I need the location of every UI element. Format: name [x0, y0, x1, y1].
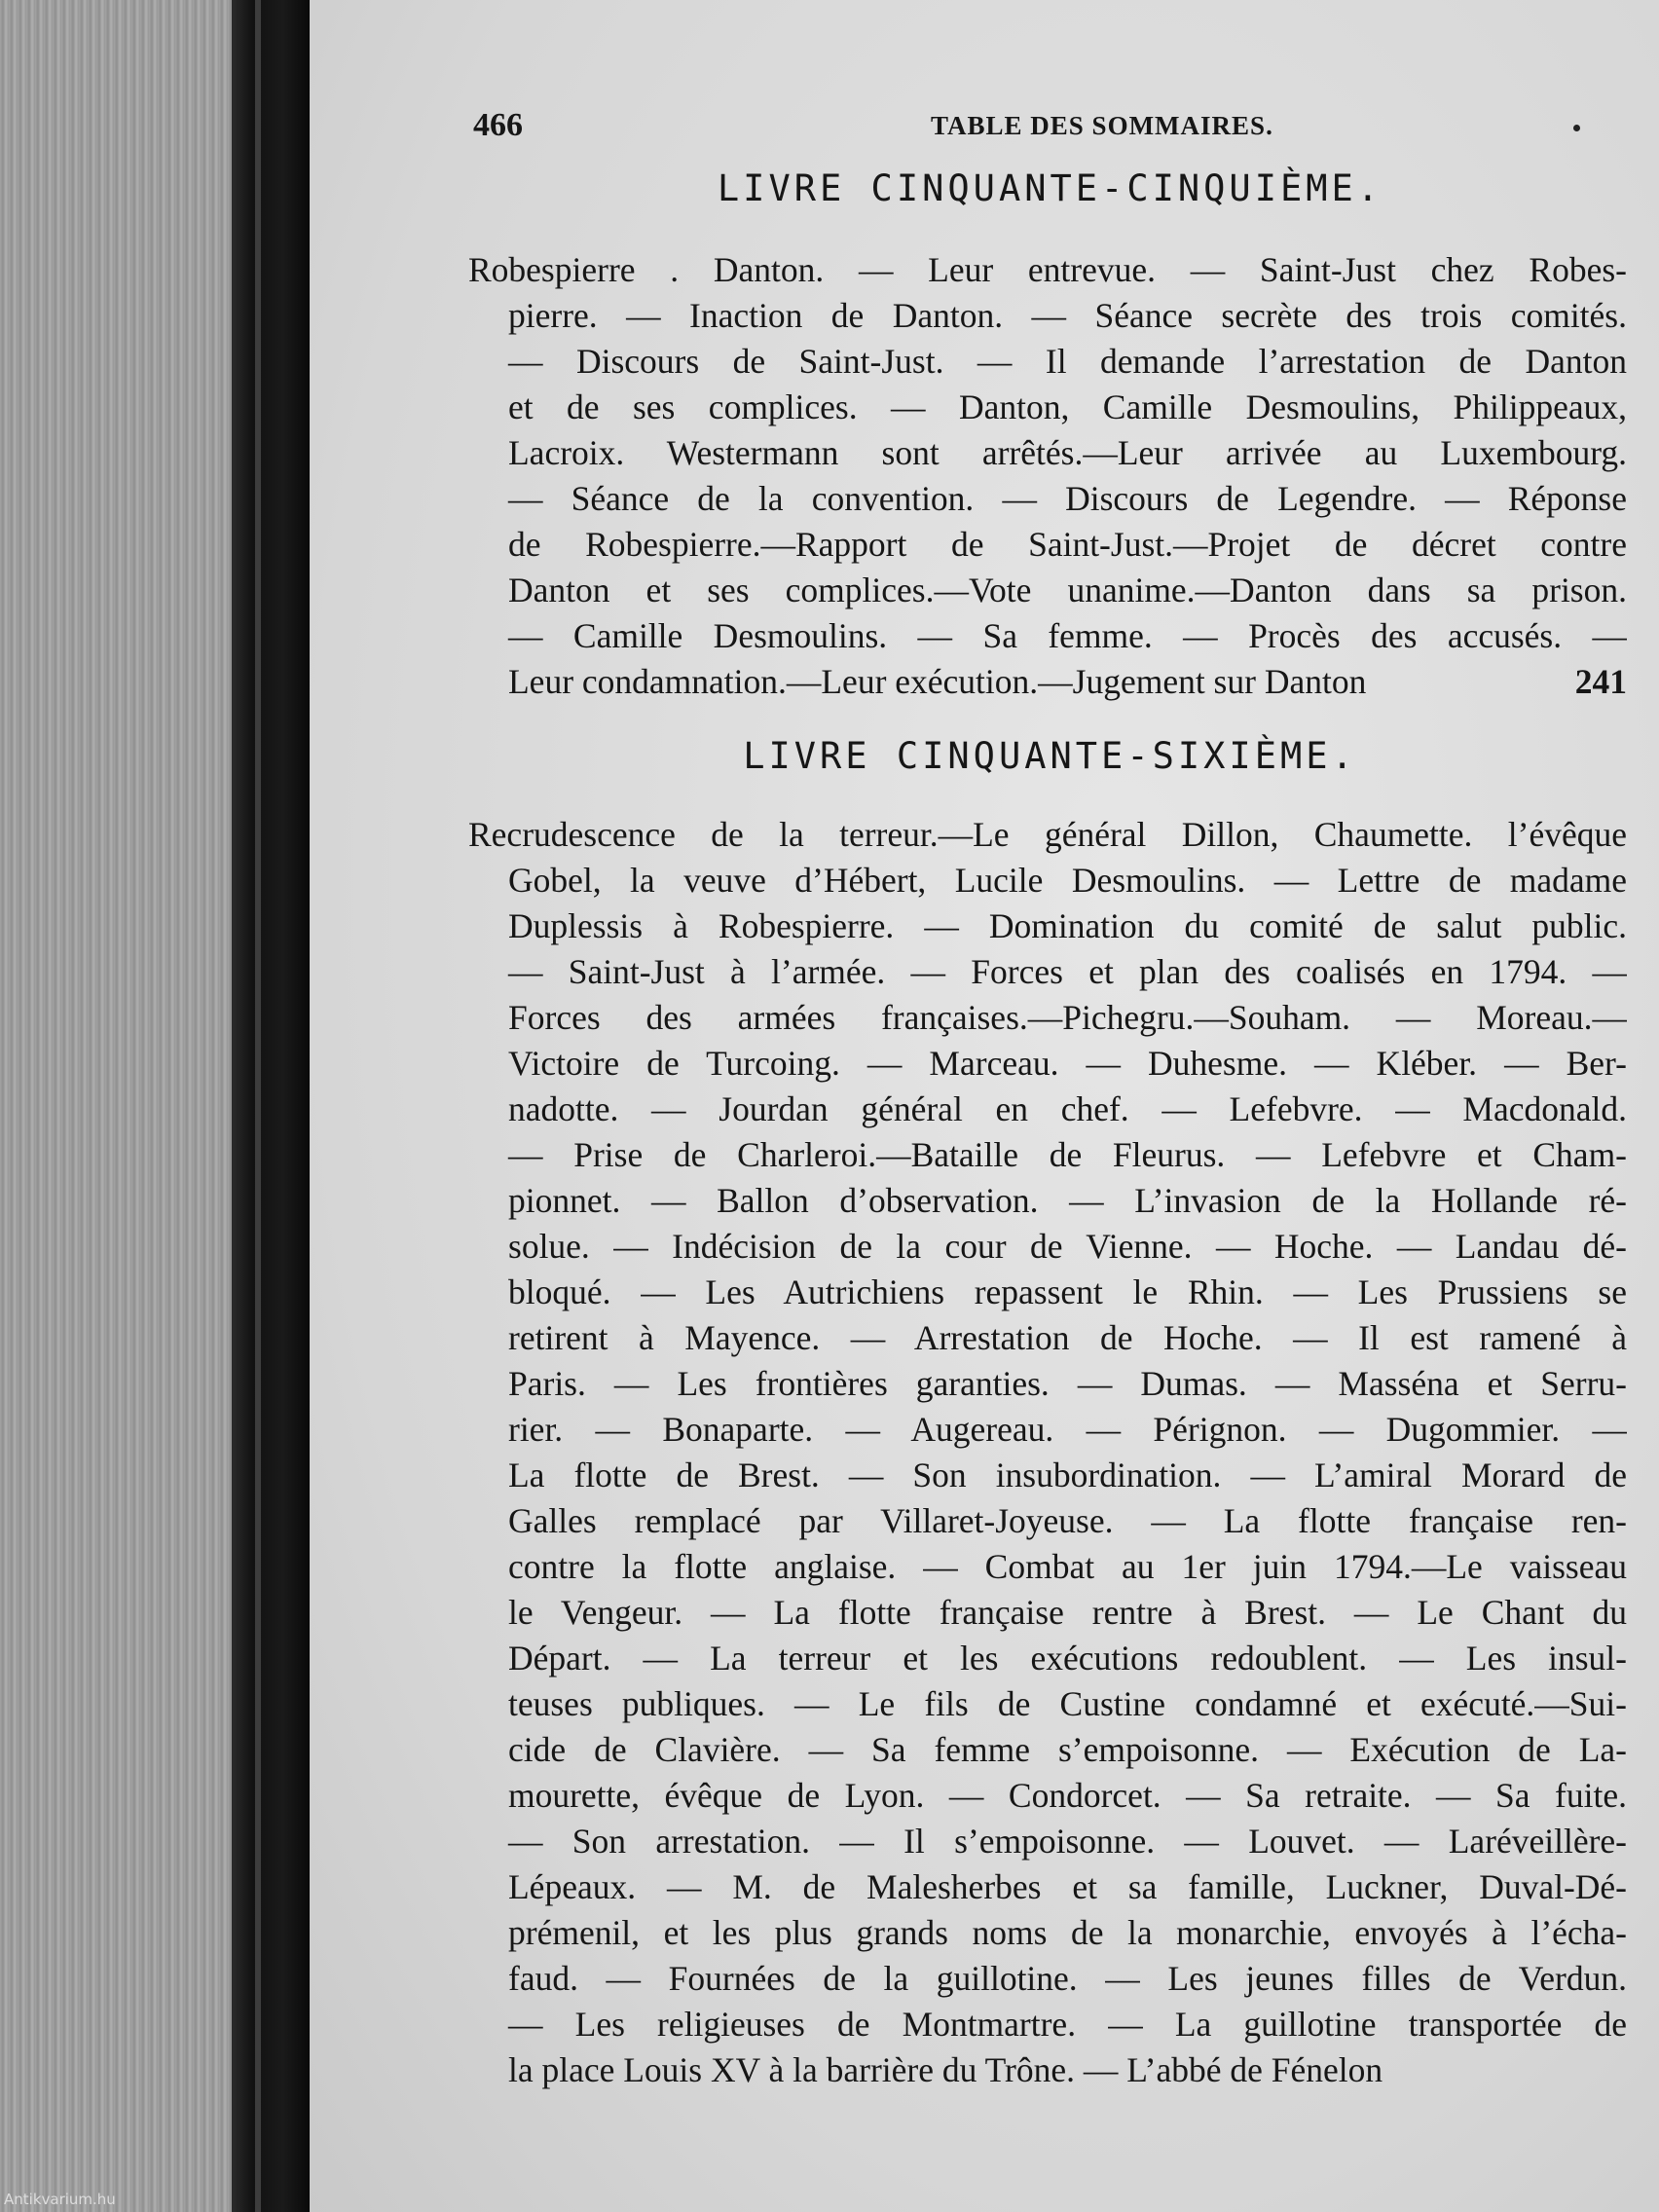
summary-line: contre la flotte anglaise. — Combat au 1er juin 1794.—Le vaisseau — [508, 1547, 1627, 1586]
summary-line: Paris. — Les frontières garanties. — Dumas. — Masséna et Serru- — [508, 1364, 1627, 1403]
summary-line: mourette, évêque de Lyon. — Condorcet. — Sa retraite. — Sa fuite. — [508, 1776, 1627, 1815]
section-summary — [468, 812, 1627, 2093]
summary-line: prémenil, et les plus grands noms de la monarchie, envoyés à l’écha- — [508, 1913, 1627, 1952]
summary-line: et de ses complices. — Danton, Camille Desmoulins, Philippeaux, — [508, 387, 1627, 426]
summary-line: — Séance de la convention. — Discours de Legendre. — Réponse — [508, 479, 1627, 518]
summary-line: La flotte de Brest. — Son insubordination. — L’amiral Morard de — [508, 1456, 1627, 1494]
summary-line: teuses publiques. — Le fils de Custine condamné et exécuté.—Sui- — [508, 1684, 1627, 1723]
summary-line: bloqué. — Les Autrichiens repassent le Rhin. — Les Prussiens se — [508, 1272, 1627, 1311]
summary-line: Robespierre . Danton. — Leur entrevue. — Saint-Just chez Robes- — [468, 250, 1627, 289]
section-title: LIVRE CINQUANTE-CINQUIÈME. — [717, 167, 1383, 209]
summary-line: Lépeaux. — M. de Malesherbes et sa famille, Luckner, Duval-Dé- — [508, 1867, 1627, 1906]
summary-line: nadotte. — Jourdan général en chef. — Lefebvre. — Macdonald. — [508, 1089, 1627, 1128]
summary-line: rier. — Bonaparte. — Augereau. — Pérignon. — Dugommier. — — [508, 1410, 1627, 1449]
running-title: TABLE DES SOMMAIRES. — [931, 111, 1273, 140]
summary-line: solue. — Indécision de la cour de Vienne. — Hoche. — Landau dé- — [508, 1227, 1627, 1266]
summary-line: Forces des armées françaises.—Pichegru.—Souham. — Moreau.— — [508, 998, 1627, 1037]
summary-last-line — [468, 659, 1627, 705]
summary-line: — Son arrestation. — Il s’empoisonne. — Louvet. — Laréveillère- — [508, 1822, 1627, 1861]
summary-line: de Robespierre.—Rapport de Saint-Just.—Projet de décret contre — [508, 525, 1627, 564]
running-header — [473, 107, 1627, 146]
summary-line: la place Louis XV à la barrière du Trône. — L’abbé de Fénelon — [508, 2050, 1383, 2089]
summary-line: — Camille Desmoulins. — Sa femme. — Procès des accusés. — — [508, 616, 1627, 655]
summary-line: Danton et ses complices.—Vote unanime.—Danton dans sa prison. — [508, 571, 1627, 609]
summary-line: — Saint-Just à l’armée. — Forces et plan des coalisés en 1794. — — [508, 952, 1627, 991]
summary-line: Leur condamnation.—Leur exécution.—Jugement sur Danton — [508, 662, 1367, 701]
summary-line: pionnet. — Ballon d’observation. — L’invasion de la Hollande ré- — [508, 1181, 1627, 1220]
summary-line: Victoire de Turcoing. — Marceau. — Duhesme. — Kléber. — Ber- — [508, 1044, 1627, 1083]
summary-line: — Discours de Saint-Just. — Il demande l’arrestation de Danton — [508, 342, 1627, 381]
summary-line: cide de Clavière. — Sa femme s’empoisonne. — Exécution de La- — [508, 1730, 1627, 1769]
summary-line: pierre. — Inaction de Danton. — Séance secrète des trois comités. — [508, 296, 1627, 335]
page-reference: 241 — [1574, 662, 1627, 701]
book-page — [310, 0, 1659, 2212]
section-title: LIVRE CINQUANTE-SIXIÈME. — [743, 735, 1357, 777]
summary-line: faud. — Fournées de la guillotine. — Les jeunes filles de Verdun. — [508, 1959, 1627, 1998]
summary-line: — Prise de Charleroi.—Bataille de Fleurus. — Lefebvre et Cham- — [508, 1135, 1627, 1174]
summary-line: — Les religieuses de Montmartre. — La guillotine transportée de — [508, 2005, 1627, 2044]
summary-line: Départ. — La terreur et les exécutions redoublent. — Les insul- — [508, 1639, 1627, 1677]
section-summary — [468, 247, 1627, 705]
summary-line: Duplessis à Robespierre. — Domination du comité de salut public. — [508, 906, 1627, 945]
summary-line: Gobel, la veuve d’Hébert, Lucile Desmoulins. — Lettre de madame — [508, 861, 1627, 900]
book-spine — [232, 0, 317, 2212]
summary-line: Galles remplacé par Villaret-Joyeuse. — La flotte française ren- — [508, 1501, 1627, 1540]
ink-dot — [1573, 125, 1580, 131]
page-number: 466 — [473, 107, 523, 143]
spine-edge — [255, 0, 261, 2212]
summary-line: Lacroix. Westermann sont arrêtés.—Leur arrivée au Luxembourg. — [508, 433, 1627, 472]
watermark: Antikvarium.hu — [4, 2191, 116, 2208]
background-surface — [0, 0, 239, 2212]
summary-line: le Vengeur. — La flotte française rentre à Brest. — Le Chant du — [508, 1593, 1627, 1632]
summary-line: Recrudescence de la terreur.—Le général Dillon, Chaumette. l’évêque — [468, 815, 1627, 854]
summary-line: retirent à Mayence. — Arrestation de Hoche. — Il est ramené à — [508, 1318, 1627, 1357]
